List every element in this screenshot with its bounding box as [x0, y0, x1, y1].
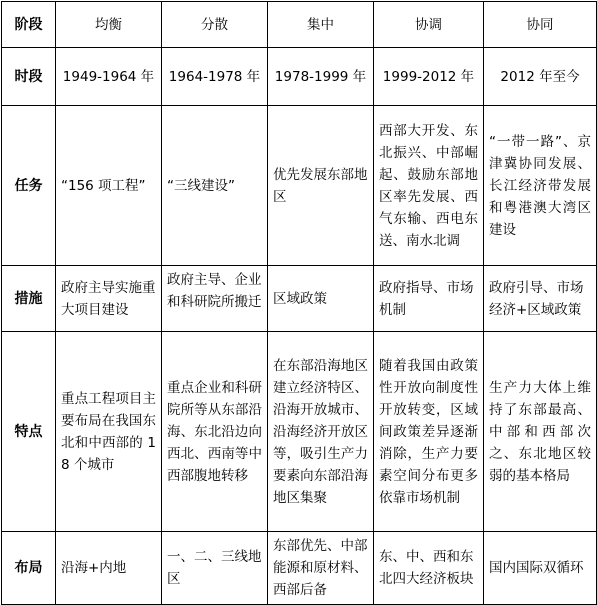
table-cell: 优先发展东部地区: [268, 106, 374, 266]
row-label-task: 任务: [2, 106, 56, 266]
row-label-layout: 布局: [2, 532, 56, 605]
header-col-concentrated: 集中: [268, 2, 374, 48]
table-cell: 政府主导实施重大项目建设: [56, 266, 162, 332]
row-layout: [2, 532, 597, 605]
table-cell: “三线建设”: [162, 106, 268, 266]
table-cell: 1964-1978 年: [162, 48, 268, 106]
table-cell: 1949-1964 年: [56, 48, 162, 106]
header-col-synergy: 协同: [484, 2, 597, 48]
table-cell: 政府主导、企业和科研院所搬迁: [162, 266, 268, 332]
table-cell: 东部优先、中部能源和原材料、西部后备: [268, 532, 374, 605]
header-label: 阶段: [2, 2, 56, 48]
table-cell: 政府引导、市场经济+区域政策: [484, 266, 597, 332]
row-label-period: 时段: [2, 48, 56, 106]
row-measures: [2, 266, 597, 332]
table-cell: 重点工程项目主要布局在我国东北和中西部的 18 个城市: [56, 332, 162, 532]
development-stages-table: [1, 1, 597, 605]
table-cell: 随着我国由政策性开放向制度性开放转变，区域间政策差异逐渐消除，生产力要素空间分布更多依靠市场机制: [374, 332, 484, 532]
table-cell: 国内国际双循环: [484, 532, 597, 605]
table-cell: “156 项工程”: [56, 106, 162, 266]
header-col-balanced: 均衡: [56, 2, 162, 48]
table-cell: 西部大开发、东北振兴、中部崛起、鼓励东部地区率先发展、西气东输、西电东送、南水北调: [374, 106, 484, 266]
table-cell: 一、二、三线地区: [162, 532, 268, 605]
row-label-measures: 措施: [2, 266, 56, 332]
header-col-coordinated: 协调: [374, 2, 484, 48]
table-cell: 在东部沿海地区建立经济特区、沿海开放城市、沿海经济开放区等，吸引生产力要素向东部沿海地区集聚: [268, 332, 374, 532]
row-features: [2, 332, 597, 532]
table-cell: 1978-1999 年: [268, 48, 374, 106]
table-cell: 1999-2012 年: [374, 48, 484, 106]
table-cell: 沿海+内地: [56, 532, 162, 605]
table-cell: 区域政策: [268, 266, 374, 332]
table-cell: 生产力大体上维持了东部最高、中部和西部次之、东北地区较弱的基本格局: [484, 332, 597, 532]
table-cell: “一带一路”、京津冀协同发展、长江经济带发展和粤港澳大湾区建设: [484, 106, 597, 266]
table-cell: 2012 年至今: [484, 48, 597, 106]
header-row: [2, 2, 597, 48]
row-task: [2, 106, 597, 266]
row-period: [2, 48, 597, 106]
header-col-dispersed: 分散: [162, 2, 268, 48]
table-cell: 政府指导、市场机制: [374, 266, 484, 332]
table-cell: 东、中、西和东北四大经济板块: [374, 532, 484, 605]
row-label-features: 特点: [2, 332, 56, 532]
table-cell: 重点企业和科研院所等从东部沿海、东北沿边向西北、西南等中西部腹地转移: [162, 332, 268, 532]
